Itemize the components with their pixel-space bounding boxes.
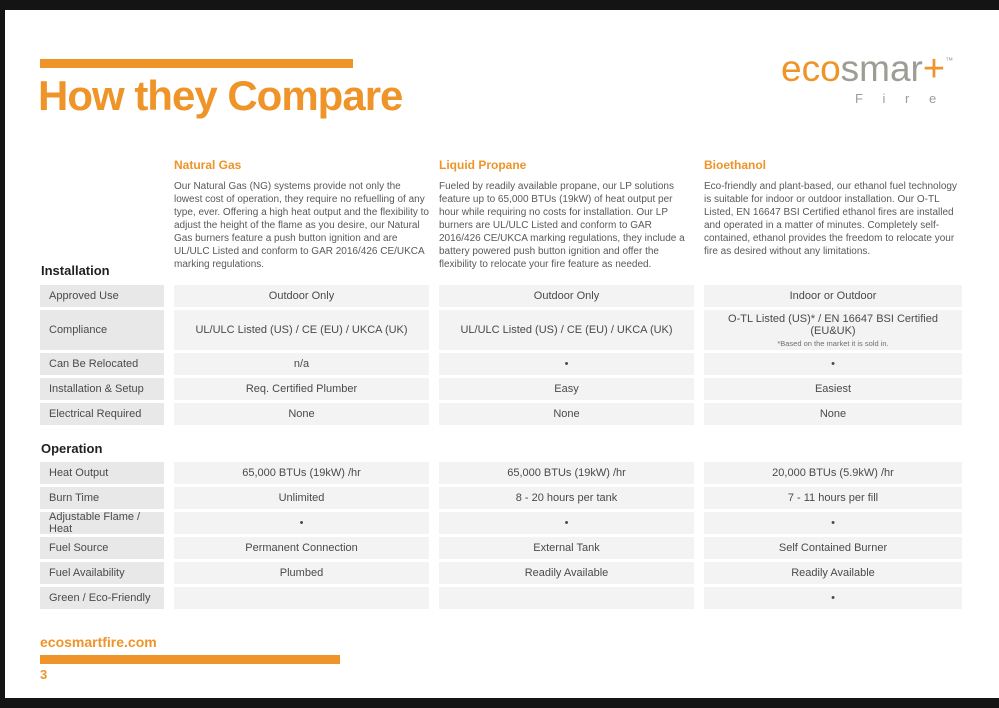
cell-value: Permanent Connection bbox=[174, 537, 429, 559]
table-row bbox=[40, 285, 962, 307]
cell-value: 65,000 BTUs (19kW) /hr bbox=[174, 462, 429, 484]
page-title: How they Compare bbox=[38, 72, 403, 119]
row-label: Adjustable Flame / Heat bbox=[40, 512, 164, 534]
row-label: Fuel Availability bbox=[40, 562, 164, 584]
row-label: Heat Output bbox=[40, 462, 164, 484]
table-row bbox=[40, 537, 962, 559]
footer-rule bbox=[40, 655, 340, 664]
cell-value: • bbox=[704, 512, 962, 534]
cell-value: UL/ULC Listed (US) / CE (EU) / UKCA (UK) bbox=[439, 310, 694, 350]
cell-value: • bbox=[704, 353, 962, 375]
trademark-symbol: ™ bbox=[945, 56, 954, 65]
cell-footnote: *Based on the market it is sold in. bbox=[777, 338, 889, 348]
cell-value: None bbox=[704, 403, 962, 425]
row-label: Compliance bbox=[40, 310, 164, 350]
cell-value bbox=[704, 310, 962, 350]
installation-table bbox=[40, 285, 962, 428]
top-border-bar bbox=[0, 0, 999, 10]
table-row bbox=[40, 310, 962, 350]
logo-plus-icon: + bbox=[922, 48, 946, 90]
title-rule bbox=[40, 59, 353, 68]
section-title-operation: Operation bbox=[41, 441, 103, 456]
column-description-natural-gas: Our Natural Gas (NG) systems provide not only the lowest cost of operation, they require no refuelling of any type, ever. Offering a high heat output and the flexibility to adjust the height of the flame as you desire, our Natural Gas burners feature a push button ignition and are UL/ULC Listed and conform to GAR 2016/426 CE/UKCA marking regulations. bbox=[174, 181, 429, 270]
cell-value: Self Contained Burner bbox=[704, 537, 962, 559]
cell-value: Plumbed bbox=[174, 562, 429, 584]
table-row bbox=[40, 512, 962, 534]
column-description-bioethanol: Eco-friendly and plant-based, our ethanol fuel technology is suitable for indoor or outdoor installation. Our O-TL Listed, EN 16647 BSI Certified ethanol fires are installed and operated in a matter of minutes. Completely self-contained, ethanol provides the freedom to relocate your fire as desired without any limitations. bbox=[704, 181, 957, 257]
table-row bbox=[40, 378, 962, 400]
column-header-bioethanol: Bioethanol bbox=[704, 158, 766, 172]
cell-value: Outdoor Only bbox=[174, 285, 429, 307]
cell-value bbox=[174, 587, 429, 609]
table-row bbox=[40, 587, 962, 609]
column-description-liquid-propane: Fueled by readily available propane, our LP solutions feature up to 65,000 BTUs (19kW) of heat output per hour while requiring no costs for installation. Our LP burners are UL/ULC Listed and conform to GAR 2016/426 CE/UKCA marking regulations, they include a battery powered push button ignition and offer the flexibility to relocate your fire feature as needed. bbox=[439, 181, 685, 270]
row-label: Can Be Relocated bbox=[40, 353, 164, 375]
cell-value: 8 - 20 hours per tank bbox=[439, 487, 694, 509]
table-row bbox=[40, 462, 962, 484]
table-row bbox=[40, 487, 962, 509]
cell-value: • bbox=[439, 512, 694, 534]
cell-value: • bbox=[439, 353, 694, 375]
ecosmart-logo bbox=[781, 50, 966, 106]
logo-eco-text: eco bbox=[781, 48, 841, 89]
logo-fire-text: F i r e bbox=[855, 91, 945, 106]
left-border-bar bbox=[0, 0, 5, 708]
cell-value: External Tank bbox=[439, 537, 694, 559]
column-intro-natural-gas bbox=[174, 158, 429, 271]
row-label: Green / Eco-Friendly bbox=[40, 587, 164, 609]
row-label: Approved Use bbox=[40, 285, 164, 307]
cell-value: None bbox=[174, 403, 429, 425]
table-row bbox=[40, 403, 962, 425]
table-row bbox=[40, 562, 962, 584]
cell-value: 20,000 BTUs (5.9kW) /hr bbox=[704, 462, 962, 484]
column-header-natural-gas: Natural Gas bbox=[174, 158, 242, 172]
page-number: 3 bbox=[40, 667, 48, 682]
row-label: Electrical Required bbox=[40, 403, 164, 425]
cell-value: 65,000 BTUs (19kW) /hr bbox=[439, 462, 694, 484]
operation-table bbox=[40, 462, 962, 612]
cell-value bbox=[439, 587, 694, 609]
logo-wordmark bbox=[781, 50, 966, 88]
cell-value: Easiest bbox=[704, 378, 962, 400]
table-row bbox=[40, 353, 962, 375]
bottom-border-bar bbox=[0, 698, 999, 708]
cell-value: Req. Certified Plumber bbox=[174, 378, 429, 400]
row-label: Fuel Source bbox=[40, 537, 164, 559]
row-label: Burn Time bbox=[40, 487, 164, 509]
column-intro-bioethanol bbox=[704, 158, 962, 258]
cell-value: n/a bbox=[174, 353, 429, 375]
cell-value: 7 - 11 hours per fill bbox=[704, 487, 962, 509]
column-intro-liquid-propane bbox=[439, 158, 694, 271]
cell-value: Indoor or Outdoor bbox=[704, 285, 962, 307]
cell-value: Outdoor Only bbox=[439, 285, 694, 307]
section-title-installation: Installation bbox=[41, 263, 110, 278]
column-header-liquid-propane: Liquid Propane bbox=[439, 158, 527, 172]
logo-smar-text: smar bbox=[840, 48, 923, 89]
cell-value: UL/ULC Listed (US) / CE (EU) / UKCA (UK) bbox=[174, 310, 429, 350]
cell-value: • bbox=[174, 512, 429, 534]
row-label: Installation & Setup bbox=[40, 378, 164, 400]
cell-value: Easy bbox=[439, 378, 694, 400]
cell-value-text: O-TL Listed (US)* / EN 16647 BSI Certified (EU&UK) bbox=[728, 312, 938, 337]
cell-value: • bbox=[704, 587, 962, 609]
footer-url[interactable]: ecosmartfire.com bbox=[40, 634, 157, 650]
cell-value: None bbox=[439, 403, 694, 425]
cell-value: Unlimited bbox=[174, 487, 429, 509]
cell-value: Readily Available bbox=[704, 562, 962, 584]
cell-value: Readily Available bbox=[439, 562, 694, 584]
